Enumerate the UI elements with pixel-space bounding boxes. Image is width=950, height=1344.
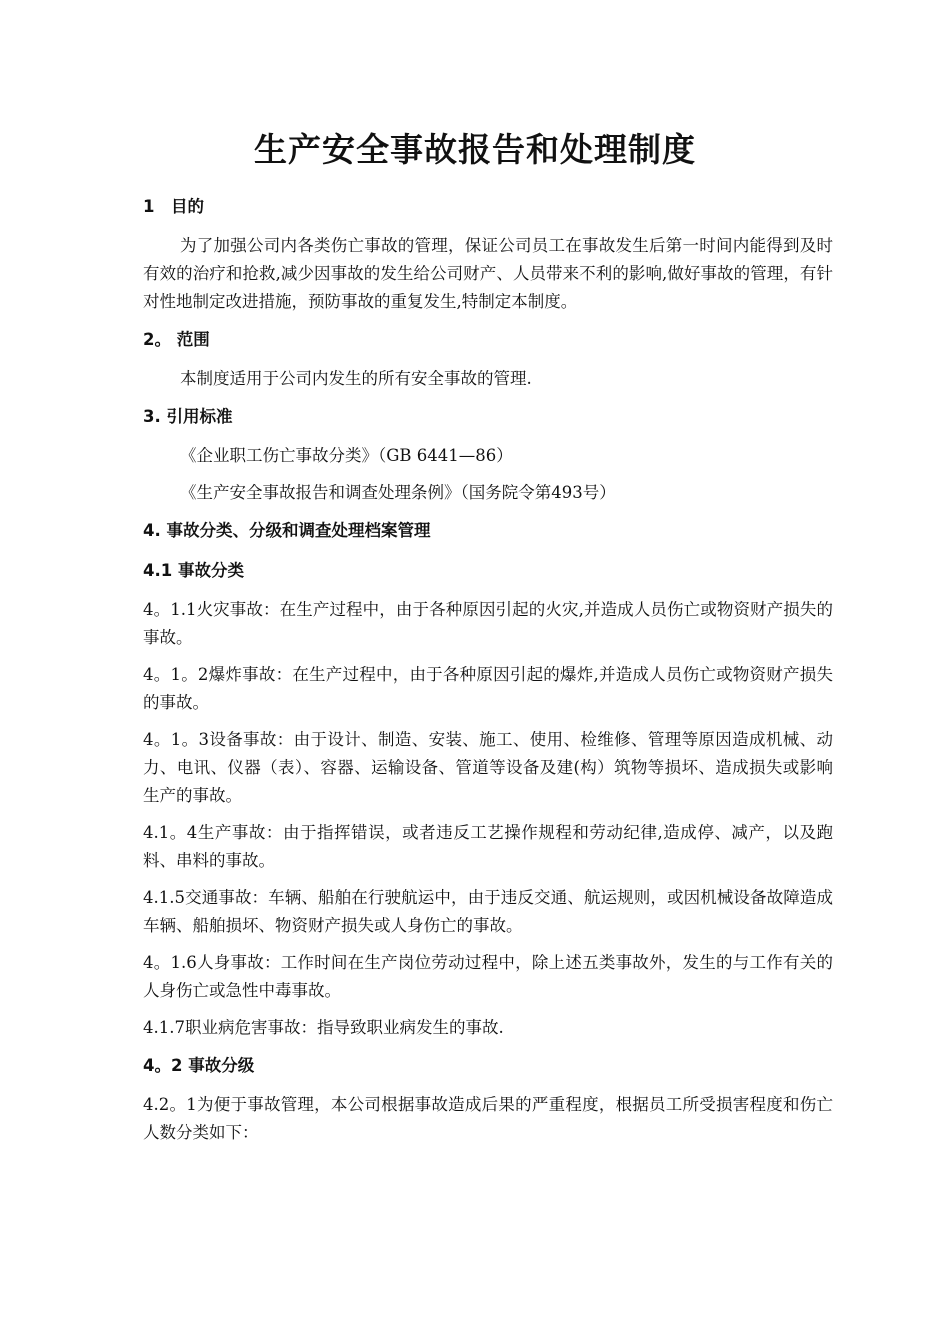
reference-item-1: 《企业职工伤亡事故分类》（GB 6441—86）	[180, 446, 513, 465]
classification-item: 4。1。2爆炸事故：在生产过程中，由于各种原因引起的爆炸,并造成人员伤亡或物资财产损失的事故。	[143, 665, 833, 712]
reference-item-2: 《生产安全事故报告和调查处理条例》（国务院令第493号）	[180, 483, 616, 502]
scope-paragraph: 本制度适用于公司内发生的所有安全事故的管理.	[180, 369, 532, 388]
classification-item: 4.1.5交通事故：车辆、船舶在行驶航运中，由于违反交通、航运规则，或因机械设备故障造成车辆、船舶损坏、物资财产损失或人身伤亡的事故。	[143, 888, 833, 935]
section-heading-scope: 2。 范围	[143, 330, 210, 349]
classification-item: 4。1.1火灾事故：在生产过程中，由于各种原因引起的火灾,并造成人员伤亡或物资财产损失的事故。	[143, 600, 833, 647]
classification-item: 4。1。3设备事故：由于设计、制造、安装、施工、使用、检维修、管理等原因造成机械、动力、电讯、仪器（表）、容器、运输设备、管道等设备及建(构）筑物等损坏、造成损失或影响生产的事故。	[143, 730, 833, 805]
document-body	[143, 192, 833, 1156]
section-heading-management: 4. 事故分类、分级和调查处理档案管理	[143, 521, 431, 540]
document-title: 生产安全事故报告和处理制度	[254, 130, 696, 169]
classification-item: 4。1.6人身事故：工作时间在生产岗位劳动过程中，除上述五类事故外，发生的与工作有关的人身伤亡或急性中毒事故。	[143, 953, 833, 1000]
classification-item: 4.1.7职业病危害事故：指导致职业病发生的事故.	[143, 1018, 504, 1037]
subsection-heading-classification: 4.1 事故分类	[143, 561, 244, 580]
purpose-paragraph: 为了加强公司内各类伤亡事故的管理，保证公司员工在事故发生后第一时间内能得到及时有效的治疗和抢救,减少因事故的发生给公司财产、人员带来不利的影响,做好事故的管理，有针对性地制定改进措施，预防事故的重复发生,特制定本制度。	[143, 236, 833, 311]
section-heading-references: 3. 引用标准	[143, 407, 233, 426]
subsection-heading-grading: 4。2 事故分级	[143, 1056, 255, 1075]
section-heading-purpose: 1 目的	[143, 197, 204, 216]
grading-item: 4.2。1为便于事故管理，本公司根据事故造成后果的严重程度，根据员工所受损害程度和伤亡人数分类如下：	[143, 1095, 833, 1142]
classification-item: 4.1。4生产事故：由于指挥错误，或者违反工艺操作规程和劳动纪律,造成停、减产，以及跑料、串料的事故。	[143, 823, 833, 870]
